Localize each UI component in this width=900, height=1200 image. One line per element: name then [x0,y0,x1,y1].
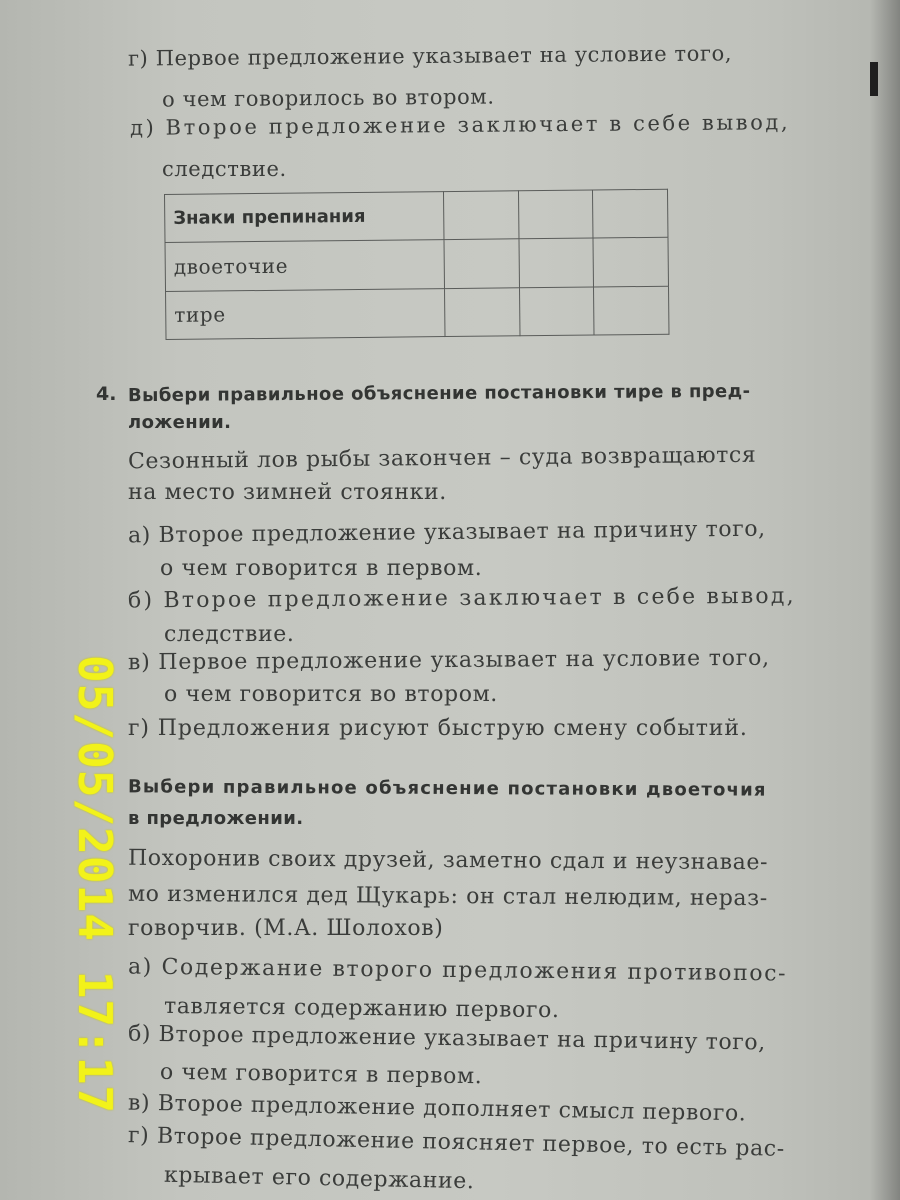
table-row [166,286,669,340]
question-4-option-b-line2: следствие. [164,622,295,647]
table-row-label: двоеточие [165,240,444,291]
question-4-option-v-line1: в) Первое предложение указывает на условие того, [127,645,771,676]
table-row [165,238,668,292]
question-5-option-a-line1: а) Содержание второго предложения противопос- [127,954,788,987]
table-cell[interactable] [593,189,668,238]
question-4-sentence-line2: на место зимней стоянки. [128,480,447,505]
table-row [165,189,668,243]
table-cell[interactable] [594,286,669,335]
question-5-option-g-line1: г) Второе предложение поясняет первое, то есть рас- [127,1123,786,1162]
question-5-title-line2: в предложении. [128,808,304,829]
question-5-sentence-line2: мо изменился дед Щукарь: он стал нелюдим, нераз- [127,881,768,912]
table-header: Знаки препинания [165,192,444,243]
table-cell[interactable] [445,287,520,336]
page-gutter-shadow [870,0,900,1200]
camera-timestamp: 05/05/2014 17:17 [68,655,122,1115]
question-4-option-g-line1: г) Предложения рисуют быструю смену событий. [128,716,748,741]
table-cell[interactable] [518,190,593,239]
question-5-sentence-line3: говорчив. (М.А. Шолохов) [128,916,444,941]
table-cell[interactable] [444,239,519,288]
question-5-option-v-line1: в) Второе предложение дополняет смысл первого. [127,1090,747,1127]
question-4-title-line1: Выбери правильное объяснение постановки тире в пред- [127,380,751,407]
page-edge-mark [870,62,878,96]
table-cell[interactable] [443,191,518,240]
punctuation-table [164,189,670,340]
option-g-line2: о чем говорилось во втором. [161,84,495,112]
table-row-label: тире [166,288,445,339]
question-5-option-b-line1: б) Второе предложение указывает на причину того, [127,1021,767,1056]
question-5-option-b-line2: о чем говорится в первом. [159,1059,483,1090]
option-d-line1: д) Второе предложение заключает в себе вывод, [129,110,791,140]
question-5-option-a-line2: тавляется содержанию первого. [163,993,560,1024]
table-cell[interactable] [519,238,594,287]
question-5-title-line1: Выбери правильное объяснение постановки двоеточия [127,776,767,801]
option-g-line1: г) Первое предложение указывает на условие того, [127,41,733,71]
question-4-option-b-line1: б) Второе предложение заключает в себе вывод, [127,583,796,614]
question-4-option-v-line2: о чем говорится во втором. [164,682,498,707]
question-4-number: 4. [96,383,117,405]
question-4-option-a-line2: о чем говорится в первом. [160,556,483,581]
table-cell[interactable] [593,238,668,287]
table-cell[interactable] [519,287,594,336]
question-4-title-line2: ложении. [128,412,232,433]
question-5-sentence-line1: Похоронив своих друзей, заметно сдал и неузнавае- [127,845,769,876]
question-4-sentence-line1: Сезонный лов рыбы закончен – суда возвращаются [127,442,757,475]
question-5-option-g-line2: крывает его содержание. [163,1162,475,1195]
option-d-line2: следствие. [162,157,287,181]
question-4-option-a-line1: а) Второе предложение указывает на причину того, [127,516,766,549]
